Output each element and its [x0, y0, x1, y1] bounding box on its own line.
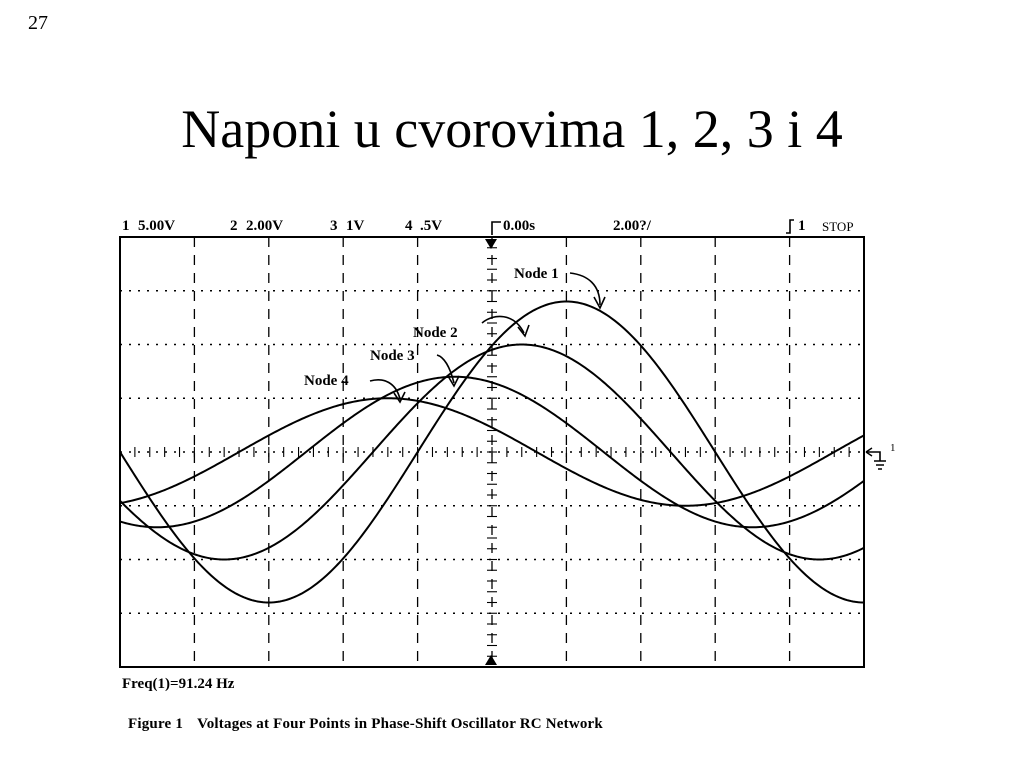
time-offset-icon [492, 222, 501, 235]
ch3-number: 3 [330, 218, 338, 234]
slide-title: Naponi u cvorovima 1, 2, 3 i 4 [181, 99, 843, 159]
frequency-readout: Freq(1)=91.24 Hz [122, 676, 235, 692]
oscilloscope-figure [110, 205, 910, 695]
caption-text: Voltages at Four Points in Phase-Shift Oscillator RC Network [197, 716, 603, 732]
ch4-scale: .5V [420, 218, 443, 234]
trigger-channel: 1 [798, 218, 806, 234]
time-offset: 0.00s [503, 218, 536, 234]
figure-caption [128, 716, 603, 733]
trigger-edge-icon [786, 220, 794, 233]
ch4-number: 4 [405, 218, 413, 234]
time-scale: 2.00?/ [613, 218, 651, 234]
node4-label: Node 4 [304, 373, 349, 389]
node2-label: Node 2 [413, 325, 458, 341]
ch2-number: 2 [230, 218, 238, 234]
scope-header [122, 218, 854, 235]
ch1-scale: 5.00V [138, 218, 176, 234]
oscilloscope-chart [110, 205, 910, 695]
caption-label: Figure 1 [128, 716, 184, 732]
ch2-scale: 2.00V [246, 218, 284, 234]
node3-label: Node 3 [370, 348, 415, 364]
ch1-number: 1 [122, 218, 130, 234]
run-state: STOP [822, 219, 854, 234]
slide-number: 27 [28, 12, 48, 34]
ground-reference-label: 1 [890, 442, 896, 454]
node1-label: Node 1 [514, 266, 559, 282]
ch3-scale: 1V [346, 218, 365, 234]
ground-reference-icon [866, 448, 886, 469]
